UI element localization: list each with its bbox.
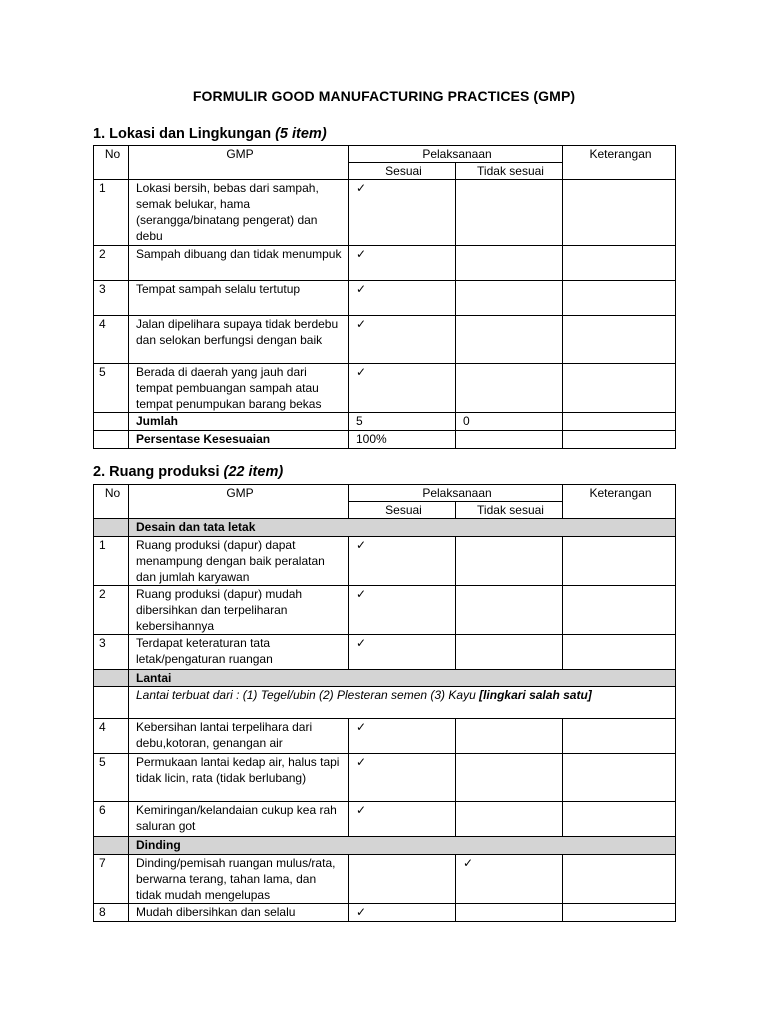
row-criterion: Ruang produksi (dapur) mudah dibersihkan dan terpeliharan kebersihannya: [129, 586, 349, 635]
checkmark-icon: ✓: [356, 720, 367, 734]
jumlah-no-cell: [94, 413, 129, 431]
row-number: 1: [94, 180, 129, 246]
checkmark-icon: ✓: [356, 755, 367, 769]
tidak-sesuai-cell: [456, 754, 563, 802]
persentase-no-cell: [94, 431, 129, 449]
checkmark-icon: ✓: [356, 282, 367, 296]
persentase-label: Persentase Kesesuaian: [129, 431, 349, 449]
sesuai-cell: [349, 316, 456, 364]
section-1-heading: [93, 126, 327, 142]
persentase-keterangan-cell: [563, 431, 676, 449]
keterangan-cell: [563, 316, 676, 364]
tidak-sesuai-cell: [456, 316, 563, 364]
tidak-sesuai-cell: [456, 719, 563, 754]
row-number: 4: [94, 316, 129, 364]
checkmark-icon: ✓: [356, 538, 367, 552]
checklist-row: [94, 586, 676, 635]
keterangan-cell: [563, 281, 676, 316]
category-lantai: Lantai: [129, 670, 676, 687]
sesuai-cell: [349, 754, 456, 802]
header-no: No: [94, 146, 129, 180]
sesuai-cell: [349, 904, 456, 922]
checklist-row: [94, 316, 676, 364]
keterangan-cell: [563, 246, 676, 281]
row-criterion: Sampah dibuang dan tidak menumpuk: [129, 246, 349, 281]
tidak-sesuai-cell: [456, 586, 563, 635]
header-sesuai: Sesuai: [349, 502, 456, 519]
sesuai-cell: [349, 802, 456, 837]
sesuai-cell: [349, 855, 456, 904]
row-number: 8: [94, 904, 129, 922]
header-keterangan: Keterangan: [563, 485, 676, 519]
tidak-sesuai-cell: [456, 635, 563, 670]
header-pelaksanaan: Pelaksanaan: [349, 146, 563, 163]
keterangan-cell: [563, 635, 676, 670]
sesuai-cell: [349, 537, 456, 586]
section-2-title: 2. Ruang produksi: [93, 464, 220, 480]
checkmark-icon: ✓: [463, 856, 474, 870]
header-gmp: GMP: [129, 146, 349, 180]
checklist-row: [94, 537, 676, 586]
tidak-sesuai-cell: [456, 802, 563, 837]
row-criterion: Tempat sampah selalu tertutup: [129, 281, 349, 316]
category-dinding: Dinding: [129, 837, 676, 855]
checkmark-icon: ✓: [356, 803, 367, 817]
document-title: FORMULIR GOOD MANUFACTURING PRACTICES (GMP): [192, 88, 576, 104]
row-number: 5: [94, 364, 129, 413]
row-number: 4: [94, 719, 129, 754]
sesuai-cell: [349, 281, 456, 316]
category-no-cell: [94, 519, 129, 537]
checklist-row: [94, 635, 676, 670]
checklist-row: [94, 904, 676, 922]
keterangan-cell: [563, 719, 676, 754]
row-number: 5: [94, 754, 129, 802]
lantai-note-text: Lantai terbuat dari : (1) Tegel/ubin (2) Plesteran semen (3) Kayu: [136, 688, 480, 702]
checklist-row: [94, 180, 676, 246]
persentase-tidak-cell: [456, 431, 563, 449]
checklist-row: [94, 855, 676, 904]
section-2-lantai-rows: [94, 719, 676, 837]
section-2-heading: [93, 464, 283, 480]
checklist-row: [94, 364, 676, 413]
header-no: No: [94, 485, 129, 519]
header-keterangan: Keterangan: [563, 146, 676, 180]
jumlah-keterangan-cell: [563, 413, 676, 431]
tidak-sesuai-cell: [456, 246, 563, 281]
row-number: 7: [94, 855, 129, 904]
checklist-row: [94, 719, 676, 754]
category-no-cell: [94, 837, 129, 855]
header-pelaksanaan: Pelaksanaan: [349, 485, 563, 502]
sesuai-cell: [349, 364, 456, 413]
row-number: 1: [94, 537, 129, 586]
tidak-sesuai-cell: [456, 855, 563, 904]
header-gmp: GMP: [129, 485, 349, 519]
checklist-row: [94, 246, 676, 281]
jumlah-label: Jumlah: [129, 413, 349, 431]
keterangan-cell: [563, 754, 676, 802]
row-criterion: Kemiringan/kelandaian cukup kea rah saluran got: [129, 802, 349, 837]
jumlah-sesuai: 5: [349, 413, 456, 431]
checkmark-icon: ✓: [356, 317, 367, 331]
tidak-sesuai-cell: [456, 904, 563, 922]
lantai-note-tail: [lingkari salah satu]: [479, 688, 592, 702]
section-2-count: (22 item): [223, 464, 284, 480]
lantai-note: [129, 687, 676, 719]
lokasi-table: [93, 145, 676, 449]
sesuai-cell: [349, 635, 456, 670]
jumlah-tidak-sesuai: 0: [456, 413, 563, 431]
checkmark-icon: ✓: [356, 181, 367, 195]
checklist-row: [94, 754, 676, 802]
checkmark-icon: ✓: [356, 365, 367, 379]
keterangan-cell: [563, 180, 676, 246]
header-sesuai: Sesuai: [349, 163, 456, 180]
checkmark-icon: ✓: [356, 905, 367, 919]
tidak-sesuai-cell: [456, 537, 563, 586]
header-tidak-sesuai: Tidak sesuai: [456, 163, 563, 180]
section-2-dinding-rows: [94, 855, 676, 922]
checkmark-icon: ✓: [356, 587, 367, 601]
section-1-rows: [94, 180, 676, 413]
row-number: 2: [94, 246, 129, 281]
category-desain: Desain dan tata letak: [129, 519, 676, 537]
row-criterion: Lokasi bersih, bebas dari sampah, semak belukar, hama (serangga/binatang pengerat) dan debu: [129, 180, 349, 246]
sesuai-cell: [349, 586, 456, 635]
ruang-produksi-table: [93, 484, 676, 922]
row-number: 3: [94, 635, 129, 670]
row-criterion: Dinding/pemisah ruangan mulus/rata, berwarna terang, tahan lama, dan tidak mudah mengelupas: [129, 855, 349, 904]
row-criterion: Mudah dibersihkan dan selalu: [129, 904, 349, 922]
row-criterion: Jalan dipelihara supaya tidak berdebu dan selokan berfungsi dengan baik: [129, 316, 349, 364]
tidak-sesuai-cell: [456, 281, 563, 316]
checkmark-icon: ✓: [356, 247, 367, 261]
tidak-sesuai-cell: [456, 364, 563, 413]
keterangan-cell: [563, 364, 676, 413]
keterangan-cell: [563, 802, 676, 837]
row-criterion: Ruang produksi (dapur) dapat menampung dengan baik peralatan dan jumlah karyawan: [129, 537, 349, 586]
checkmark-icon: ✓: [356, 636, 367, 650]
section-1-count: (5 item): [275, 126, 327, 142]
sesuai-cell: [349, 246, 456, 281]
persentase-value: 100%: [349, 431, 456, 449]
header-tidak-sesuai: Tidak sesuai: [456, 502, 563, 519]
row-number: 6: [94, 802, 129, 837]
category-no-cell: [94, 670, 129, 687]
section-1-title: 1. Lokasi dan Lingkungan: [93, 126, 272, 142]
keterangan-cell: [563, 904, 676, 922]
checklist-row: [94, 802, 676, 837]
keterangan-cell: [563, 537, 676, 586]
checklist-row: [94, 281, 676, 316]
tidak-sesuai-cell: [456, 180, 563, 246]
row-number: 3: [94, 281, 129, 316]
keterangan-cell: [563, 586, 676, 635]
row-number: 2: [94, 586, 129, 635]
row-criterion: Permukaan lantai kedap air, halus tapi tidak licin, rata (tidak berlubang): [129, 754, 349, 802]
lantai-note-no-cell: [94, 687, 129, 719]
row-criterion: Terdapat keteraturan tata letak/pengaturan ruangan: [129, 635, 349, 670]
row-criterion: Kebersihan lantai terpelihara dari debu,kotoran, genangan air: [129, 719, 349, 754]
sesuai-cell: [349, 719, 456, 754]
sesuai-cell: [349, 180, 456, 246]
section-2-desain-rows: [94, 537, 676, 670]
row-criterion: Berada di daerah yang jauh dari tempat pembuangan sampah atau tempat penumpukan barang bekas: [129, 364, 349, 413]
keterangan-cell: [563, 855, 676, 904]
